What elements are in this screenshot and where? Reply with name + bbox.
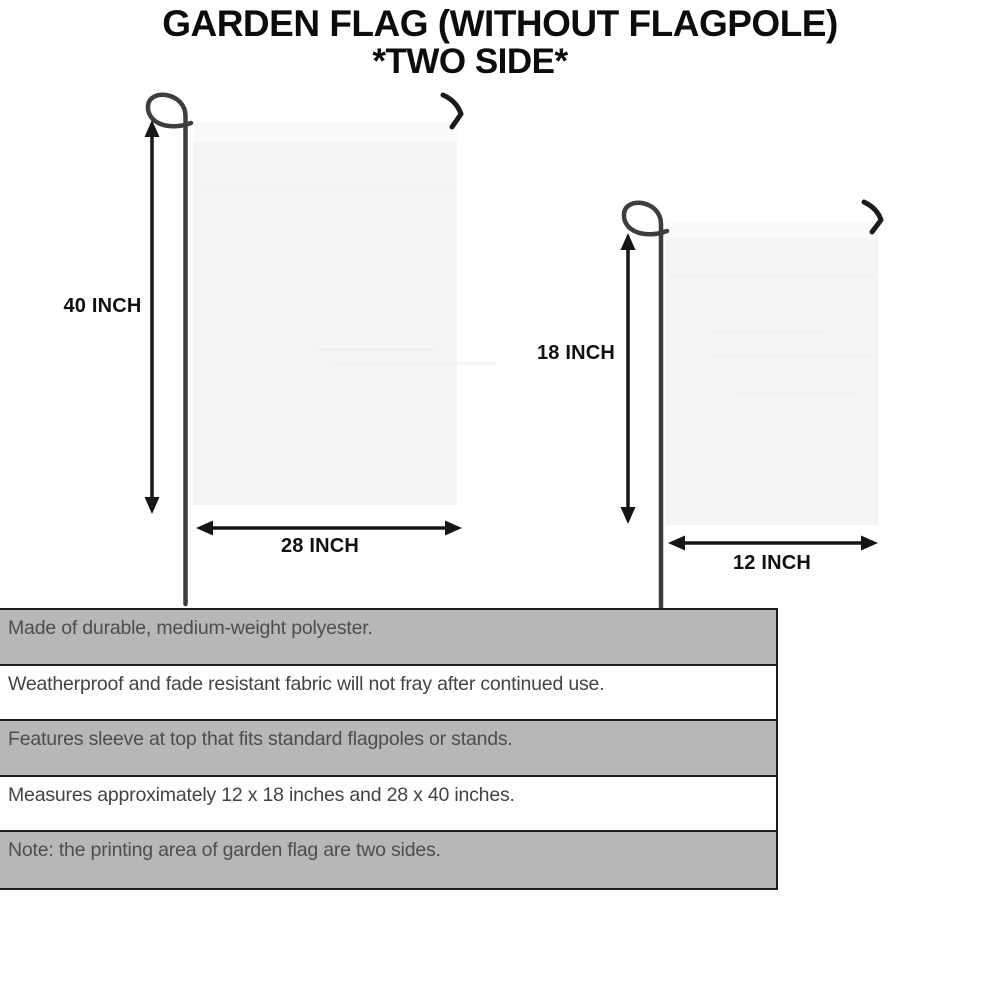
large-flag-crease [318,348,438,351]
feature-row: Note: the printing area of garden flag are two sides. [0,832,776,888]
page-title: GARDEN FLAG (WITHOUT FLAGPOLE) [162,3,838,44]
large-flagpole-icon [148,95,191,604]
small-flag-width-label: 12 INCH [732,552,812,574]
large-flag-seam [193,188,457,190]
small-flag-seam [666,275,878,277]
small-flagpole-icon [624,203,667,607]
features-table [0,608,778,890]
page-subtitle: *TWO SIDE* [372,42,568,81]
small-flag-height-arrow-icon [621,233,636,524]
feature-row: Weatherproof and fade resistant fabric will not fray after continued use. [0,666,776,722]
small-flag-crease [712,330,822,333]
feature-row: Measures approximately 12 x 18 inches and 28 x 40 inches. [0,777,776,833]
small-flag-crease [735,392,855,395]
feature-row: Features sleeve at top that fits standard flagpoles or stands. [0,721,776,777]
feature-row: Made of durable, medium-weight polyester. [0,610,776,666]
large-flag-height-label: 40 INCH [63,295,142,317]
small-flag-width-arrow-icon [668,536,878,551]
large-flag-assembly [145,95,498,604]
large-flag-width-label: 28 INCH [280,535,360,557]
large-flag-crease [332,362,497,365]
small-flag-assembly [621,202,882,607]
small-flag-sleeve [666,222,878,238]
large-flag-sleeve [193,122,457,142]
large-flag-width-arrow-icon [196,521,462,536]
large-flag [193,122,457,505]
small-flag-crease [712,355,872,358]
small-flag-height-label: 18 INCH [536,342,616,364]
small-flag [666,222,878,525]
